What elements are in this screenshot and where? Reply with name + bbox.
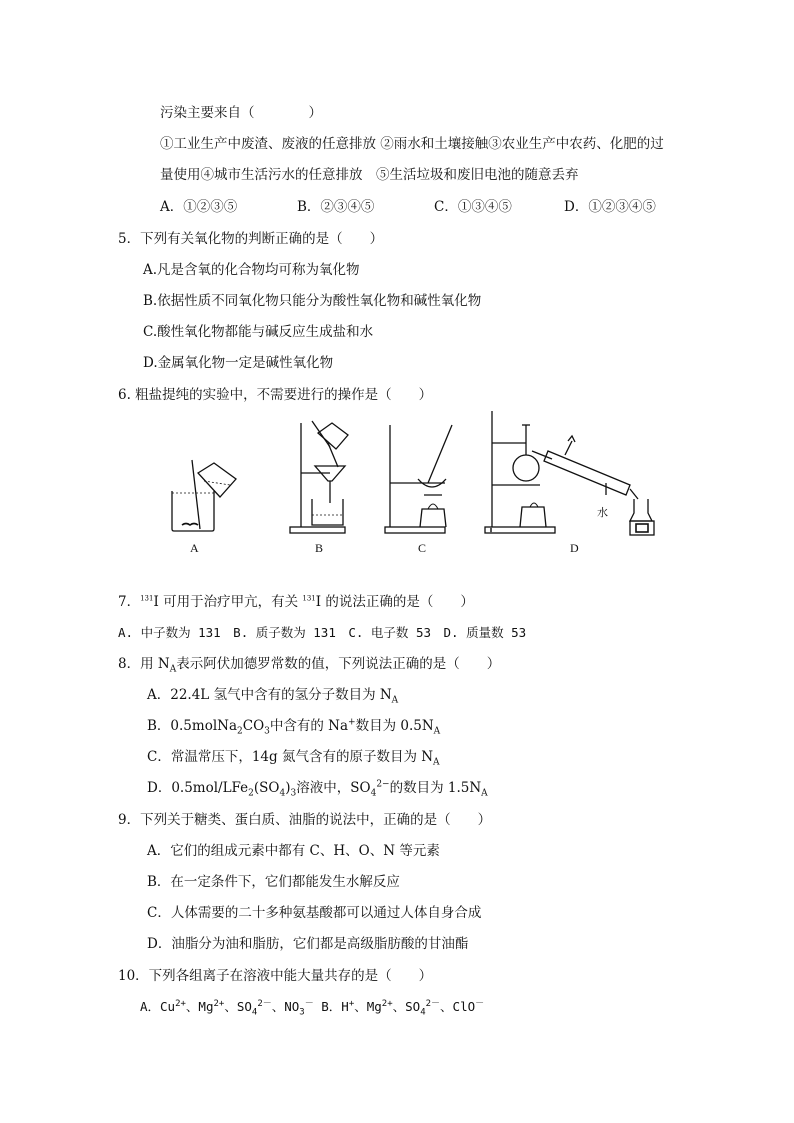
q10-sup-6: 2+ (381, 998, 393, 1009)
q9-option-d: D．油脂分为油和脂肪，它们都是高级脂肪酸的甘油酯 (147, 936, 469, 952)
q4-sources-line2: 量使用④城市生活污水的任意排放 ⑤生活垃圾和废旧电池的随意丢弃 (160, 167, 579, 183)
q8-option-d-subA: A (481, 788, 488, 799)
q8-option-a-text: A．22.4L 氢气中含有的氢分子数目为 N (147, 687, 392, 703)
q7-isotope-mass-2: 131 (302, 594, 316, 603)
figure-label-d: D (570, 541, 579, 555)
q10-b-so: 、SO (392, 999, 421, 1014)
figure-label-a: A (190, 541, 199, 555)
q8-option-d-sub2: 2 (248, 788, 254, 799)
q8-option-d-sub3: 3 (290, 788, 297, 799)
q8-option-b (147, 717, 440, 735)
apparatus-c-evaporation (385, 425, 452, 533)
q8-option-c-sub: A (433, 757, 440, 768)
q8-option-c-text: C．常温常压下，14g 氮气含有的原子数目为 N (147, 749, 434, 765)
q8-option-b-mid: CO (242, 718, 265, 734)
q10-sup-2: 2+ (213, 998, 225, 1009)
q10-a-mg: 、Mg (185, 999, 214, 1014)
q10-sub-3: 4 (420, 1007, 426, 1018)
q7-stem-mid: I 可用于治疗甲亢，有关 (153, 594, 303, 610)
q5-option-b: B.依据性质不同氧化物只能分为酸性氧化物和碱性氧化物 (143, 293, 482, 309)
q10-option-ab (140, 998, 484, 1016)
q7-options: A. 中子数为 131 B. 质子数为 131 C. 电子数 53 D. 质量数 53 (118, 625, 527, 640)
q8-option-b-sup: + (348, 717, 356, 728)
q10-sup-5: + (348, 998, 355, 1009)
q10-sup-7: 2－ (425, 998, 441, 1009)
q8-option-d-sub4: 4 (279, 788, 286, 799)
q5-stem: 5．下列有关氧化物的判断正确的是（ ） (118, 231, 384, 247)
q6-stem: 6. 粗盐提纯的实验中，不需要进行的操作是（ ） (118, 387, 433, 403)
q4-sources-line1: ①工业生产中废渣、废液的任意排放 ②雨水和土壤接触③农业生产中农药、化肥的过 (160, 136, 664, 152)
q8-stem-sub: A (169, 664, 177, 675)
q10-a-no: 、NO (271, 999, 300, 1014)
q9-option-c: C．人体需要的二十多种氨基酸都可以通过人体自身合成 (147, 905, 482, 921)
q4-option-d: D．①②③④⑤ (564, 199, 656, 215)
q10-stem: 10．下列各组离子在溶液中能大量共存的是（ ） (118, 968, 433, 984)
q10-sub-1: 4 (251, 1007, 258, 1018)
q8-option-d-post: 的数目为 1.5N (389, 780, 482, 796)
water-label: 水 (597, 507, 608, 519)
q8-option-a (147, 686, 398, 704)
q4-option-c: C．①③④⑤ (434, 199, 512, 215)
q10-a-so: 、SO (224, 999, 252, 1014)
q8-option-b-sub2: 2 (237, 726, 243, 737)
q8-option-d-mid2: ) (285, 780, 291, 796)
apparatus-b-filtration (290, 421, 348, 533)
q8-option-a-sub: A (391, 695, 399, 706)
q10-b-mg: 、Mg (354, 999, 382, 1014)
q4-option-a: A．①②③⑤ (160, 199, 238, 215)
q10-sup-8: － (475, 998, 485, 1009)
figure-label-b: B (315, 541, 324, 555)
apparatus-figure (160, 403, 660, 563)
q4-options (160, 198, 656, 216)
q4-stem-tail: 污染主要来自（ ） (160, 105, 322, 121)
q5-option-c: C.酸性氧化物都能与碱反应生成盐和水 (143, 324, 374, 340)
q8-option-b-sub3: 3 (264, 726, 270, 737)
q8-option-b-mid2: 中含有的 Na (269, 718, 349, 734)
q8-option-b-pre: B．0.5molNa (147, 718, 237, 734)
q8-option-d-mid3: 溶液中，SO (296, 780, 371, 796)
q8-option-d-pre: D．0.5mol/LFe (147, 780, 249, 796)
q8-option-d-sub4b: 4 (370, 788, 377, 799)
q7-stem (118, 593, 474, 611)
q7-stem-post: I 的说法正确的是（ ） (315, 594, 474, 610)
q10-b-h: B．H (313, 999, 349, 1014)
q10-sup-4: － (304, 998, 314, 1009)
apparatus-drawing (160, 403, 660, 563)
q8-option-b-post: 数目为 0.5N (355, 718, 434, 734)
apparatus-d-distillation (485, 411, 654, 535)
q8-option-d-mid: (SO (253, 780, 280, 796)
q9-option-a: A．它们的组成元素中都有 C、H、O、N 等元素 (147, 843, 440, 859)
q8-stem-pre: 8．用 N (118, 656, 170, 672)
q10-sup-3: 2－ (257, 998, 272, 1009)
figure-label-c: C (418, 541, 427, 555)
apparatus-a-dissolving (172, 460, 236, 531)
q8-stem (118, 655, 500, 673)
q10-b-clo: 、ClO (440, 999, 476, 1014)
q8-option-d (147, 779, 488, 797)
q5-option-d: D.金属氧化物一定是碱性氧化物 (143, 355, 334, 371)
q10-sub-2: 3 (299, 1007, 305, 1018)
q9-stem: 9．下列关于糖类、蛋白质、油脂的说法中，正确的是（ ） (118, 812, 492, 828)
q10-sup-1: 2+ (175, 998, 186, 1009)
q8-option-c (147, 748, 440, 766)
q10-a-cu: A．Cu (140, 999, 176, 1014)
q7-number: 7． (118, 594, 141, 610)
q8-option-b-subA: A (433, 726, 441, 737)
q7-isotope-mass-1: 131 (140, 594, 154, 603)
q5-option-a: A.凡是含氧的化合物均可称为氧化物 (143, 262, 360, 278)
q4-option-b: B．②③④⑤ (297, 199, 375, 215)
q8-stem-post: 表示阿伏加德罗常数的值，下列说法正确的是（ ） (176, 656, 501, 672)
q8-option-d-sup: 2− (376, 779, 390, 790)
q9-option-b: B．在一定条件下，它们都能发生水解反应 (147, 874, 400, 890)
